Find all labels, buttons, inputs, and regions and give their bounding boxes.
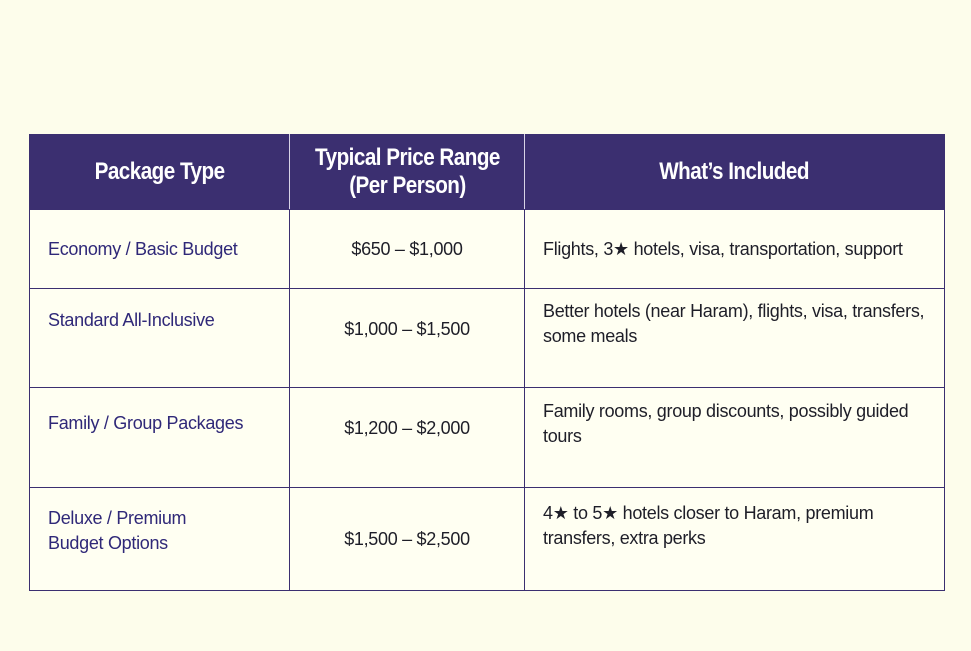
included-text: 4★ to 5★ hotels closer to Haram, premium transfers, extra perks bbox=[543, 503, 874, 548]
package-type-text: Deluxe / Premium Budget Options bbox=[48, 508, 187, 553]
included-text: Family rooms, group discounts, possibly guided tours bbox=[543, 401, 909, 446]
header-whats-included bbox=[525, 135, 945, 210]
header-row bbox=[30, 135, 945, 210]
price-range-cell bbox=[290, 289, 525, 388]
package-type-text: Economy / Basic Budget bbox=[48, 238, 238, 259]
included-cell bbox=[525, 488, 945, 591]
table-header bbox=[30, 135, 945, 210]
package-type-cell bbox=[30, 289, 290, 388]
table-row bbox=[30, 388, 945, 488]
package-type-cell bbox=[30, 488, 290, 591]
price-range-cell bbox=[290, 210, 525, 289]
table-body bbox=[30, 210, 945, 591]
included-cell bbox=[525, 289, 945, 388]
included-text: Flights, 3★ hotels, visa, transportation, support bbox=[543, 238, 903, 259]
header-package-type-label: Package Type bbox=[94, 158, 225, 185]
package-type-text: Standard All-Inclusive bbox=[48, 310, 215, 330]
header-price-range-label: Typical Price Range (Per Person) bbox=[314, 144, 500, 199]
package-pricing-table bbox=[29, 134, 945, 591]
table-row bbox=[30, 210, 945, 289]
package-pricing-table-container bbox=[29, 134, 944, 553]
package-type-text: Family / Group Packages bbox=[48, 413, 244, 433]
included-cell bbox=[525, 388, 945, 488]
header-whats-included-label: What’s Included bbox=[659, 158, 810, 185]
price-range-cell bbox=[290, 388, 525, 488]
included-text: Better hotels (near Haram), flights, visa, transfers, some meals bbox=[543, 301, 925, 346]
price-range-text: $1,500 – $2,500 bbox=[344, 528, 470, 549]
price-range-text: $1,000 – $1,500 bbox=[344, 319, 470, 339]
included-cell bbox=[525, 210, 945, 289]
price-range-text: $650 – $1,000 bbox=[351, 238, 463, 259]
package-type-cell bbox=[30, 210, 290, 289]
price-range-text: $1,200 – $2,000 bbox=[344, 418, 470, 438]
price-range-cell bbox=[290, 488, 525, 591]
table-row bbox=[30, 488, 945, 591]
package-type-cell bbox=[30, 388, 290, 488]
header-price-range bbox=[290, 135, 525, 210]
header-package-type bbox=[30, 135, 290, 210]
table-row bbox=[30, 289, 945, 388]
